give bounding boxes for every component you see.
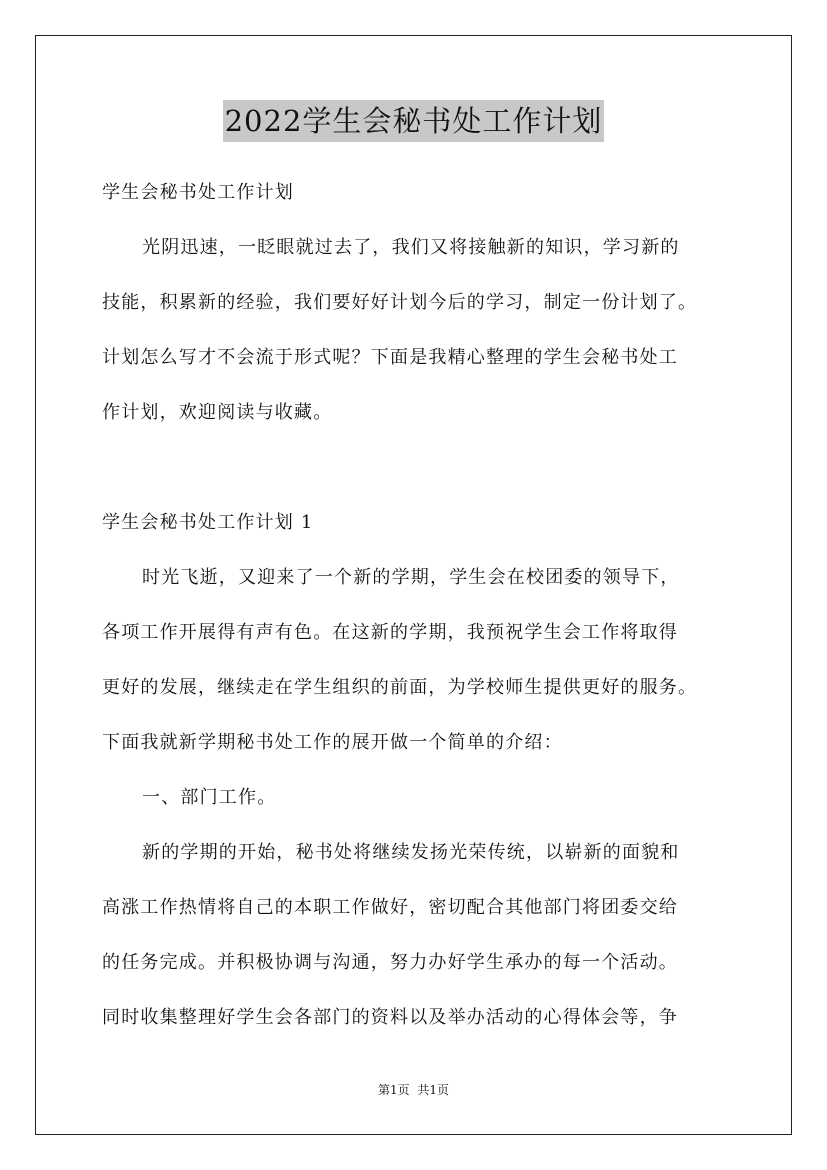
paragraph-line: 学生会秘书处工作计划 1 — [102, 512, 314, 533]
paragraph-line: 一、部门工作。 — [142, 787, 277, 808]
document-body — [102, 170, 742, 1050]
paragraph-line: 的任务完成。并积极协调与沟通，努力办好学生承办的每一个活动。 — [102, 952, 678, 973]
paragraph-line: 时光飞逝，又迎来了一个新的学期，学生会在校团委的领导下， — [142, 567, 680, 588]
paragraph-line: 同时收集整理好学生会各部门的资料以及举办活动的心得体会等，争 — [102, 1007, 678, 1028]
page-footer — [0, 1081, 827, 1098]
paragraph-line: 下面我就新学期秘书处工作的展开做一个简单的介绍： — [102, 732, 563, 753]
paragraph-line: 高涨工作热情将自己的本职工作做好，密切配合其他部门将团委交给 — [102, 897, 678, 918]
paragraph-line: 技能，积累新的经验，我们要好好计划今后的学习，制定一份计划了。 — [102, 292, 698, 313]
paragraph-line: 光阴迅速，一眨眼就过去了，我们又将接触新的知识，学习新的 — [142, 237, 680, 258]
page-number: 第1页 — [377, 1083, 410, 1097]
paragraph-line: 学生会秘书处工作计划 — [102, 182, 294, 203]
page-total: 共1页 — [417, 1083, 450, 1097]
paragraph-line: 更好的发展，继续走在学生组织的前面，为学校师生提供更好的服务。 — [102, 677, 698, 698]
paragraph-line: 新的学期的开始，秘书处将继续发扬光荣传统，以崭新的面貌和 — [142, 842, 680, 863]
paragraph-line: 计划怎么写才不会流于形式呢？下面是我精心整理的学生会秘书处工 — [102, 347, 678, 368]
paragraph-line: 各项工作开展得有声有色。在这新的学期，我预祝学生会工作将取得 — [102, 622, 678, 643]
title-container — [0, 100, 827, 142]
document-title: 2022学生会秘书处工作计划 — [223, 100, 605, 142]
paragraph-line: 作计划，欢迎阅读与收藏。 — [102, 402, 333, 423]
paragraph-spacer — [102, 445, 742, 500]
